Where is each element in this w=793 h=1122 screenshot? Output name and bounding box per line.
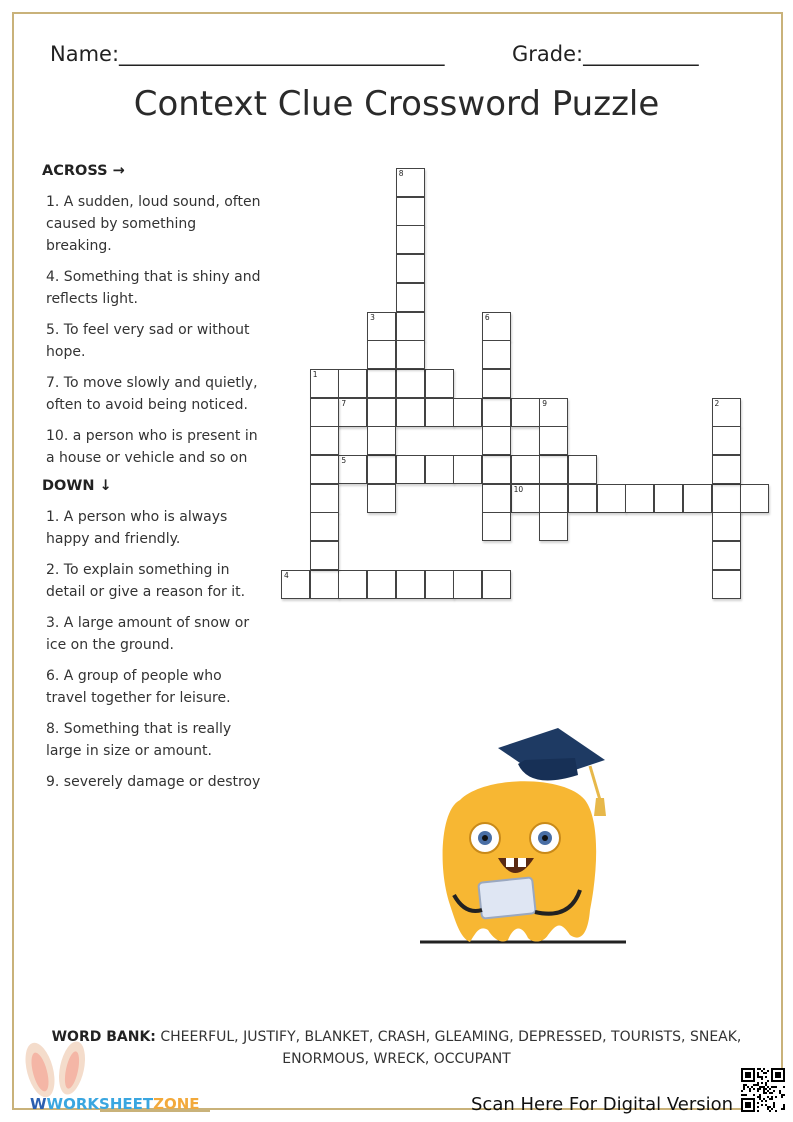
crossword-cell[interactable] [482, 340, 511, 369]
crossword-cell[interactable] [482, 369, 511, 398]
crossword-cell[interactable] [367, 570, 396, 599]
crossword-cell[interactable] [367, 369, 396, 398]
crossword-cell[interactable] [453, 570, 482, 599]
qr-code[interactable] [741, 1068, 785, 1112]
crossword-cell[interactable] [396, 369, 425, 398]
crossword-cell[interactable] [482, 398, 511, 427]
crossword-cell[interactable] [396, 283, 425, 312]
logo-zone: ZONE [153, 1095, 200, 1113]
crossword-cell[interactable] [425, 398, 454, 427]
clue-number: 2 [714, 398, 720, 408]
crossword-cell[interactable] [712, 426, 741, 455]
crossword-cell[interactable] [539, 484, 568, 513]
crossword-cell[interactable] [482, 455, 511, 484]
word-bank-label: WORD BANK: [51, 1029, 156, 1045]
crossword-cell[interactable] [310, 426, 339, 455]
across-clue: 7. To move slowly and quietly, often to avoid being noticed. [46, 375, 258, 413]
down-clue: 2. To explain something in detail or give a reason for it. [46, 562, 246, 600]
crossword-cell[interactable] [396, 225, 425, 254]
clue-number: 4 [284, 570, 289, 580]
crossword-cell[interactable] [425, 570, 454, 599]
crossword-cell[interactable] [712, 484, 741, 513]
tablet [478, 877, 535, 918]
page-title: Context Clue Crossword Puzzle [133, 84, 660, 124]
crossword-cell[interactable] [712, 398, 741, 427]
crossword-cell[interactable] [367, 340, 396, 369]
crossword-cell[interactable] [367, 455, 396, 484]
crossword-cell[interactable] [482, 426, 511, 455]
name-field[interactable]: Name:_______________________________ [50, 42, 445, 66]
crossword-cell[interactable] [597, 484, 626, 513]
mascot-illustration [410, 720, 630, 950]
crossword-cell[interactable] [396, 340, 425, 369]
crossword-cell[interactable] [367, 426, 396, 455]
scan-prompt: Scan Here For Digital Version [471, 1094, 734, 1115]
crossword-cell[interactable] [453, 455, 482, 484]
crossword-cell[interactable] [367, 484, 396, 513]
crossword-cell[interactable] [712, 541, 741, 570]
worksheetzone-logo[interactable] [30, 1095, 200, 1113]
clue-number: 9 [542, 398, 548, 408]
clue-number: 10 [513, 484, 524, 494]
across-clue: 4. Something that is shiny and reflects light. [46, 269, 261, 307]
logo-w: W [30, 1095, 47, 1113]
crossword-cell[interactable] [712, 455, 741, 484]
crossword-cell[interactable] [310, 398, 339, 427]
crossword-cell[interactable] [625, 484, 654, 513]
across-clue: 10. a person who is present in a house or vehicle and so on [46, 428, 258, 466]
clue-number: 3 [370, 312, 375, 322]
crossword-cell[interactable] [511, 484, 540, 513]
clue-number: 6 [484, 312, 490, 322]
crossword-cell[interactable] [683, 484, 712, 513]
crossword-cell[interactable] [425, 455, 454, 484]
across-heading: ACROSS → [42, 163, 125, 179]
crossword-cell[interactable] [539, 426, 568, 455]
down-clue: 8. Something that is really large in size or amount. [46, 721, 232, 759]
crossword-cell[interactable] [453, 398, 482, 427]
crossword-cell[interactable] [367, 398, 396, 427]
crossword-cell[interactable] [396, 197, 425, 226]
clue-list [42, 160, 264, 802]
crossword-cell[interactable] [482, 312, 511, 341]
crossword-cell[interactable] [310, 541, 339, 570]
crossword-cell[interactable] [396, 312, 425, 341]
crossword-cell[interactable] [396, 398, 425, 427]
across-clue: 1. A sudden, loud sound, often caused by something breaking. [46, 194, 261, 254]
crossword-cell[interactable] [482, 484, 511, 513]
crossword-cell[interactable] [281, 570, 310, 599]
crossword-cell[interactable] [396, 570, 425, 599]
crossword-cell[interactable] [539, 512, 568, 541]
crossword-cell[interactable] [338, 455, 367, 484]
clue-number: 5 [341, 456, 347, 465]
crossword-cell[interactable] [396, 455, 425, 484]
crossword-cell[interactable] [539, 398, 568, 427]
crossword-cell[interactable] [338, 369, 367, 398]
crossword-cell[interactable] [310, 484, 339, 513]
crossword-cell[interactable] [482, 570, 511, 599]
crossword-cell[interactable] [338, 398, 367, 427]
crossword-cell[interactable] [338, 570, 367, 599]
crossword-cell[interactable] [740, 484, 769, 513]
crossword-cell[interactable] [511, 398, 540, 427]
crossword-cell[interactable] [396, 254, 425, 283]
crossword-cell[interactable] [425, 369, 454, 398]
crossword-cell[interactable] [367, 312, 396, 341]
crossword-cell[interactable] [654, 484, 683, 513]
across-clue: 5. To feel very sad or without hope. [46, 322, 250, 360]
down-clue: 9. severely damage or destroy [46, 774, 261, 790]
crossword-cell[interactable] [310, 369, 339, 398]
logo-worksheet: WORKSHEET [46, 1095, 154, 1113]
crossword-cell[interactable] [396, 168, 425, 197]
crossword-cell[interactable] [310, 570, 339, 599]
down-heading: DOWN ↓ [42, 478, 112, 494]
clue-number: 1 [312, 369, 318, 379]
crossword-cell[interactable] [568, 484, 597, 513]
crossword-cell[interactable] [482, 512, 511, 541]
down-clue: 3. A large amount of snow or ice on the ground. [46, 615, 250, 653]
word-bank-words: CHEERFUL, JUSTIFY, BLANKET, CRASH, GLEAMING, DEPRESSED, TOURISTS, SNEAK, ENORMOUS, WRECK, OCCUPANT [160, 1029, 742, 1067]
crossword-cell[interactable] [511, 455, 540, 484]
crossword-cell[interactable] [310, 455, 339, 484]
crossword-cell[interactable] [310, 512, 339, 541]
clue-number: 7 [341, 398, 347, 408]
crossword-cell[interactable] [712, 570, 741, 599]
grade-field[interactable]: Grade:___________ [512, 42, 699, 66]
clue-number: 8 [398, 169, 404, 178]
crossword-cell[interactable] [568, 455, 597, 484]
crossword-cell[interactable] [539, 455, 568, 484]
down-clue: 6. A group of people who travel together for leisure. [46, 668, 231, 706]
down-clue: 1. A person who is always happy and friendly. [46, 509, 228, 547]
crossword-cell[interactable] [712, 512, 741, 541]
